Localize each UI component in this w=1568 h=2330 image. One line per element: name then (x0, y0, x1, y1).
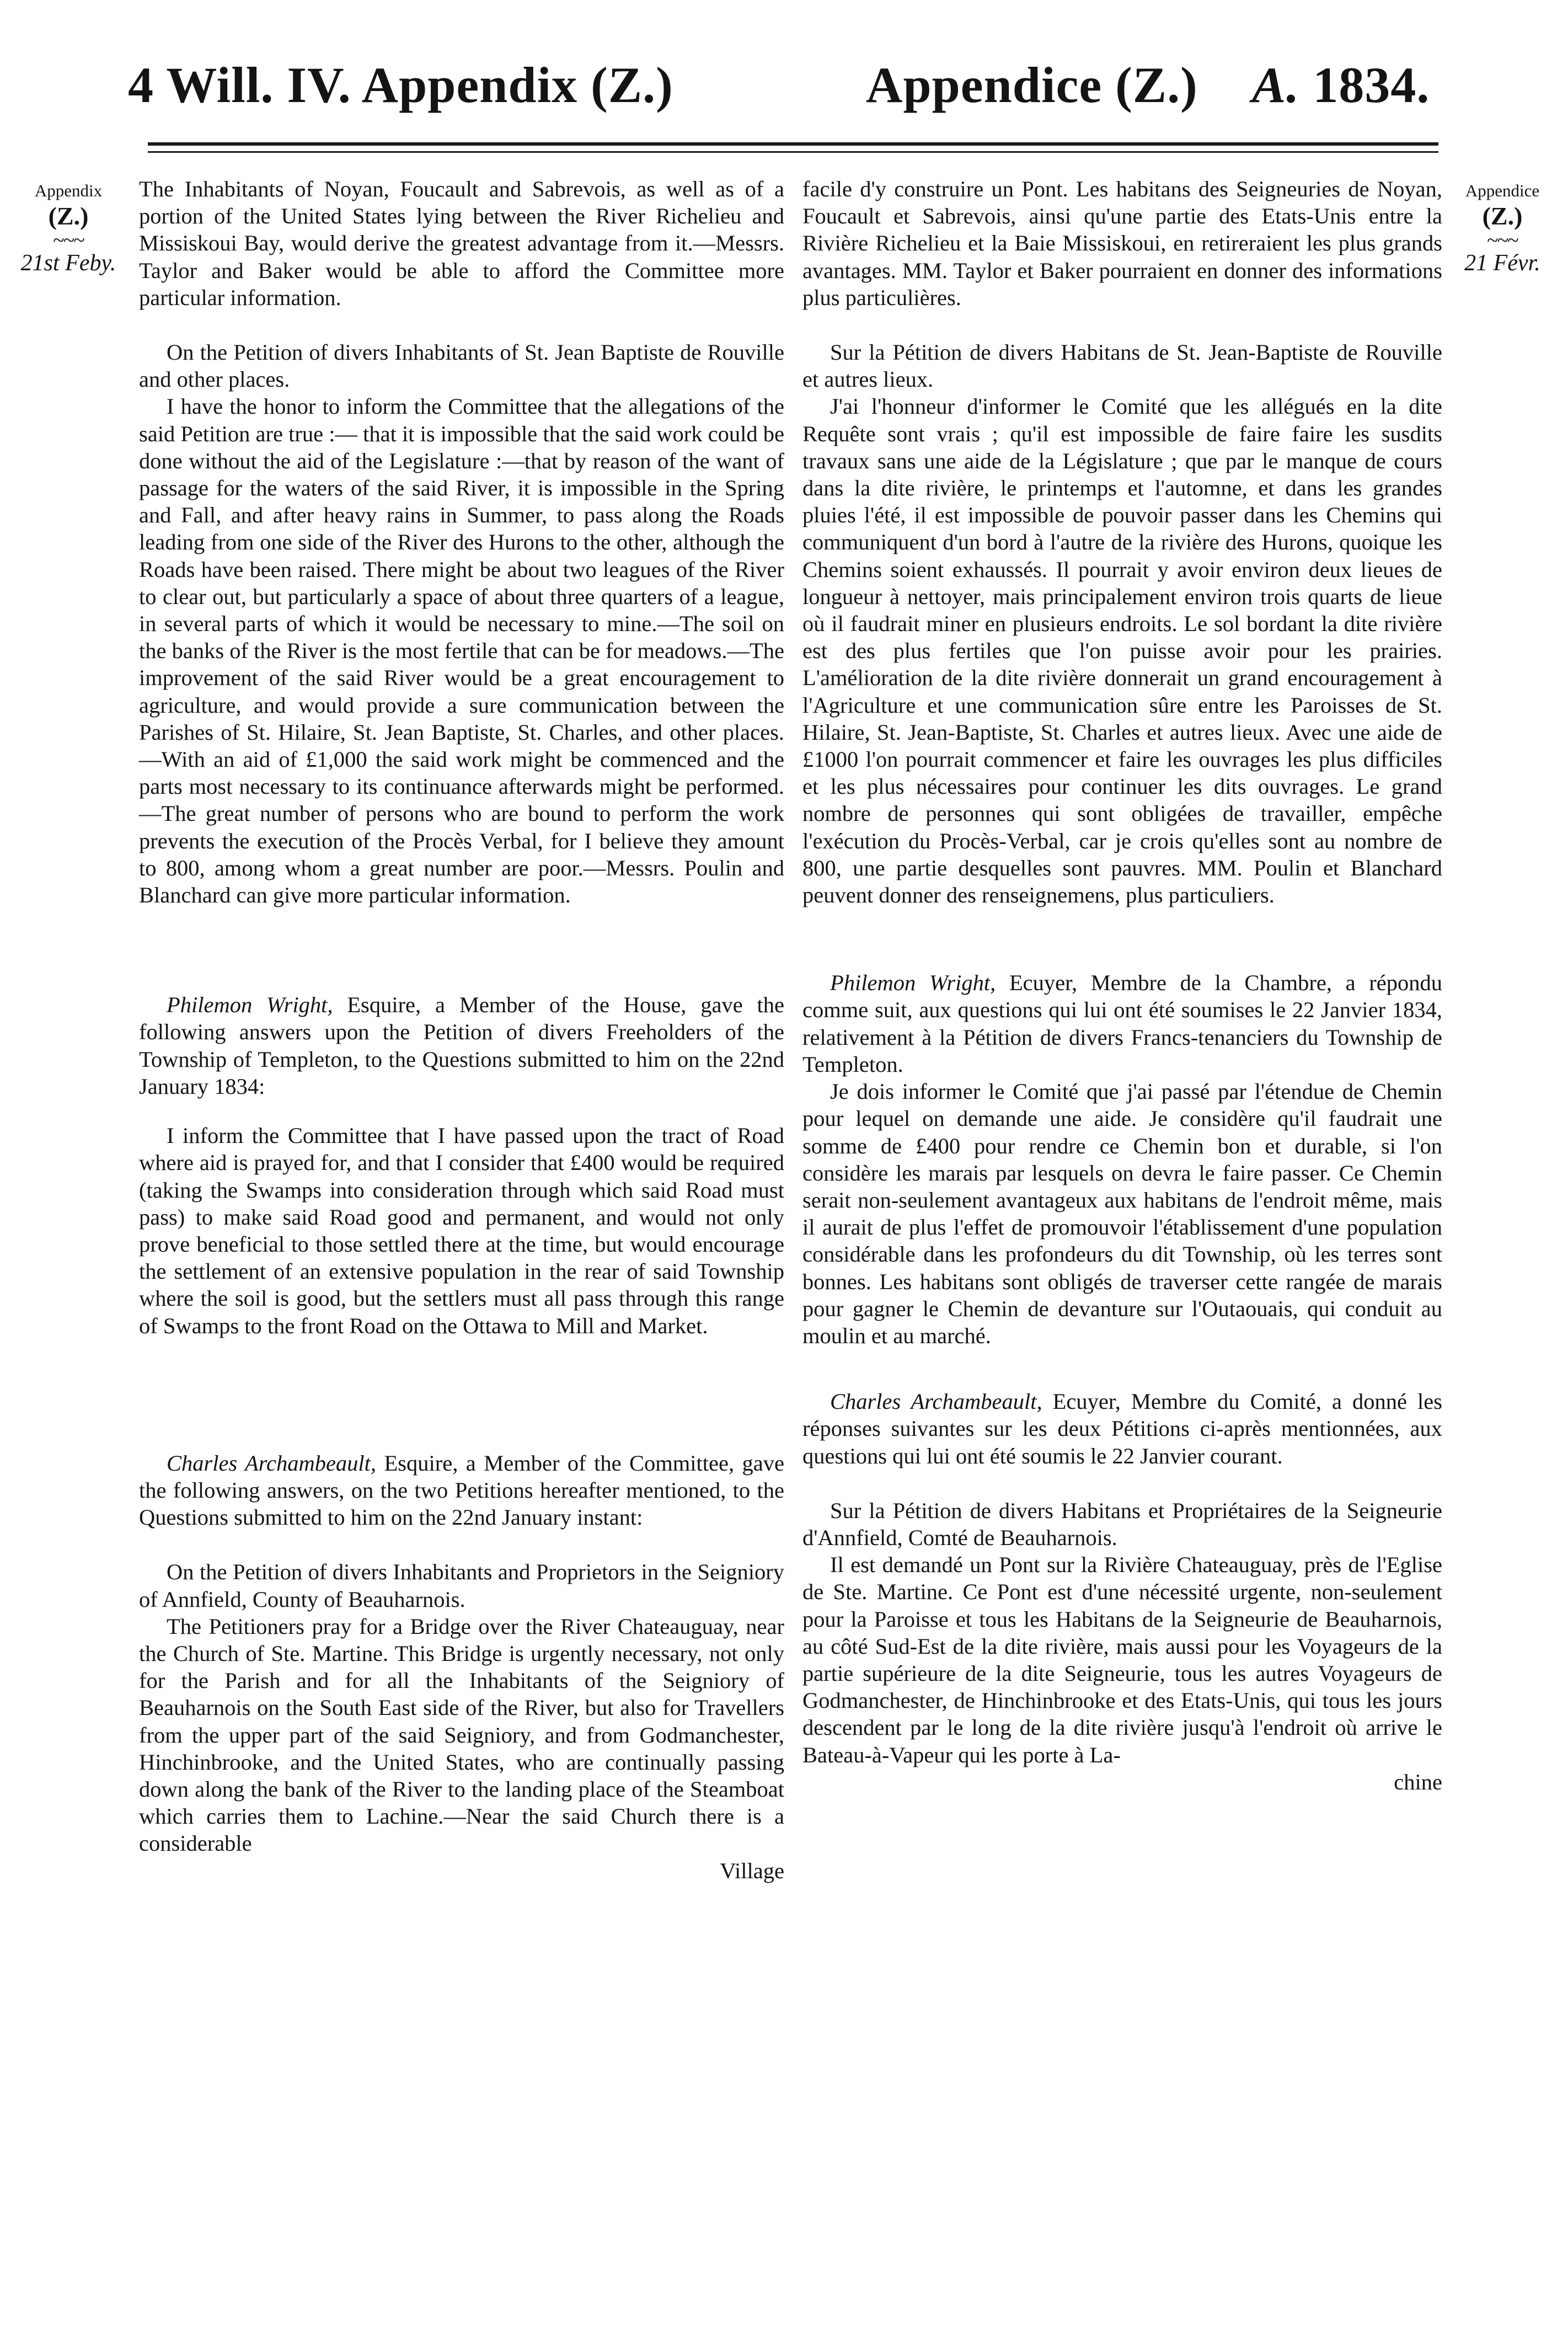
french-petition2-body: Il est demandé un Pont sur la Rivière Chateauguay, près de l'Eglise de Ste. Martine. Ce Pont est d'une nécessité urgente, non-seulement pour la Paroisse et tous les Habitans de la Seigneurie de Beauharnois, au côté Sud-Est de la dite rivière, mais aussi pour les Voyageurs de la partie supérieure de la dite Seigneurie, tous les autres Voyageurs de Godmanchester, de Hinchinbrooke et des Etats-Unis, qui tous les jours descendent par le long de la dite rivière jusqu'à l'endroit où arrive le Bateau-à-Vapeur qui les porte à La- (802, 1552, 1442, 1767)
english-intro-section (139, 175, 784, 311)
margin-ornament: ~~~ (1487, 228, 1518, 252)
wright-name: Philemon Wright, (830, 970, 996, 996)
french-column (802, 175, 1442, 2253)
wright-intro-text: Esquire, a Member of the House, gave the following answers upon the Petition of divers Freeholders of the Township of Templeton, to the Questions submitted to him on the 22nd January 1834: (139, 992, 784, 1099)
french-intro-paragraph: facile d'y construire un Pont. Les habitans des Seigneuries de Noyan, Foucault et Sabrevois, ainsi qu'une partie des Etats-Unis entre la Rivière Richelieu et la Baie Missiskoui, en retireraient les plus grands avantages. MM. Taylor et Baker pourraient en donner des informations plus particulières. (802, 177, 1442, 310)
running-head-left: 4 Will. IV. Appendix (Z.) (128, 57, 673, 113)
english-petition1-title: On the Petition of divers Inhabitants of St. Jean Baptiste de Rouville and other places. (139, 340, 784, 392)
english-archambeault-intro (139, 1450, 784, 1531)
french-petition1-section (802, 339, 1442, 909)
wright-name: Philemon Wright, (167, 992, 333, 1018)
running-head-center: Appendice (Z.) (866, 57, 1198, 113)
margin-ornament: ~~~ (53, 228, 84, 252)
french-wright-body: Je dois informer le Comité que j'ai passé par l'étendue de Chemin pour lequel on demande une aide. Je considère qu'il faudrait une somme de £400 pour rendre ce Chemin bon et durable, si l'on considère les marais par lesquels on devra le faire passer. Ce Chemin serait non-seulement avantageux aux habitans de l'endroit même, mais il aurait de plus l'effet de promouvoir l'établissement d'une population considérable dans les profondeurs du dit Township, où les terres sont bonnes. Les habitans sont obligés de traverser cette rangée de marais pour gagner le Chemin de devanture sur l'Outaouais, qui conduit au moulin et au marché. (802, 1079, 1442, 1348)
french-wright-section (802, 969, 1442, 1349)
margin-label: Appendice (1465, 181, 1540, 200)
english-petition2-body: The Petitioners pray for a Bridge over the River Chateauguay, near the Church of Ste. Martine. This Bridge is urgently necessary, not only for the Parish and for all the Inhabitants of the Seigniory of Beauharnois on the South East side of the River, but also for Travellers from the upper part of the said Seigniory, and from Godmanchester, Hinchinbrooke, and the United States, who are continually passing down along the bank of the River to the landing place of the Steamboat which carries them to Lachine.—Near the said Church there is a considerable (139, 1613, 784, 1856)
english-wright-body: I inform the Committee that I have passed upon the tract of Road where aid is prayed for, and that I consider that £400 would be required (taking the Swamps into consideration through which said Road must pass) to make said Road good and permanent, and would not only prove beneficial to those settled there at the time, but would encourage the settlement of an extensive population in the rear of said Township where the soil is good, but the settlers must all pass through this range of Swamps to the front Road on the Ottawa to Mill and Market. (139, 1123, 784, 1338)
english-wright-intro (139, 991, 784, 1100)
archambeault-intro-text: Ecuyer, Membre du Comité, a donné les réponses suivantes sur les deux Pétitions ci-après mentionnées, aux questions qui lui ont été soumis le 22 Janvier courant. (802, 1389, 1442, 1468)
french-archambeault-intro (802, 1388, 1442, 1469)
english-petition2-title: On the Petition of divers Inhabitants and Proprietors in the Seigniory of Annfield, County of Beauharnois. (139, 1559, 784, 1612)
archambeault-intro-text: Esquire, a Member of the Committee, gave the following answers, on the two Petitions hereafter mentioned, to the Questions submitted to him on the 22nd January instant: (139, 1450, 784, 1530)
french-wright-intro (802, 969, 1442, 1078)
french-petition1-title: Sur la Pétition de divers Habitans de St. Jean-Baptiste de Rouville et autres lieux. (802, 340, 1442, 392)
english-intro-paragraph: The Inhabitants of Noyan, Foucault and Sabrevois, as well as of a portion of the United States lying between the River Richelieu and Missiskoui Bay, would derive the greatest advantage from it.—Messrs. Taylor and Baker would be able to afford the Committee more particular information. (139, 177, 784, 310)
english-wright-section (139, 991, 784, 1339)
wright-intro-text: Ecuyer, Membre de la Chambre, a répondu comme suit, aux questions qui lui ont été soumises le 22 Janvier 1834, relativement à la Pétition de divers Francs-tenanciers du Township de Templeton. (802, 970, 1442, 1077)
catchword: Village (720, 1858, 784, 1883)
french-archambeault-section (802, 1388, 1442, 1795)
french-intro-section (802, 175, 1442, 311)
archambeault-name: Charles Archambeault, (830, 1389, 1042, 1414)
header-rule-thin (148, 151, 1438, 153)
catchword: chine (1394, 1769, 1442, 1794)
archambeault-name: Charles Archambeault, (167, 1450, 377, 1476)
year-prefix: A. (1252, 57, 1300, 113)
margin-date: 21 Févr. (1464, 250, 1540, 276)
margin-code: (Z.) (48, 201, 89, 230)
english-petition1-section (139, 339, 784, 909)
margin-code: (Z.) (1482, 201, 1523, 230)
margin-label: Appendix (34, 181, 103, 200)
english-petition1-body: I have the honor to inform the Committee that the allegations of the said Petition are true :— that it is impossible that the said work could be done without the aid of the Legislature :—that by reason of the want of passage for the waters of the said River, it is impossible in the Spring and Fall, and after heavy rains in Summer, to pass along the Roads leading from one side of the River des Hurons to the other, although the Roads have been raised. There might be about two leagues of the River to clear out, but particularly a space of about three quarters of a league, in several parts of which it would be necessary to mine.—The soil on the banks of the River is the most fertile that can be for meadows.—The improvement of the said River would be a great encouragement to agriculture, and would provide a sure communication between the Parishes of St. Hilaire, St. Jean Baptiste, St. Charles, and other places.—With an aid of £1,000 the said work might be commenced and the parts most necessary to its continuance afterwards might be performed.—The great number of persons who are bound to perform the work prevents the execution of the Procès Verbal, for I believe they amount to 800, among whom a great number are poor.—Messrs. Poulin and Blanchard can give more particular information. (139, 394, 784, 908)
english-column (139, 175, 784, 2253)
english-archambeault-section (139, 1450, 784, 1884)
french-petition2-title: Sur la Pétition de divers Habitans et Propriétaires de la Seigneurie d'Annfield, Comté de Beauharnois. (802, 1498, 1442, 1550)
margin-note-right (1442, 181, 1563, 277)
running-head-right (1252, 57, 1430, 113)
year: 1834. (1313, 57, 1430, 113)
header-rule-thick (148, 142, 1438, 146)
french-petition1-body: J'ai l'honneur d'informer le Comité que les allégués en la dite Requête sont vrais ; qu'il est impossible de faire faire les susdits travaux sans une aide de la Législature ; que par le manque de cours dans la dite rivière, le printemps et l'automne, et dans les grandes pluies l'été, il est impossible de pouvoir passer dans les Chemins qui communiquent d'un bord à l'autre de la rivière des Hurons, quoique les Chemins soient exhaussés. Il pourrait y avoir environ deux lieues de longueur à nettoyer, mais principalement environ trois quarts de lieue où il faudrait miner en plusieurs endroits. Le sol bordant la dite rivière est des plus fertiles que l'on puisse avoir pour les prairies. L'amélioration de la dite rivière donnerait un grand encouragement à l'Agriculture et une communication sûre entre les Paroisses de St. Hilaire, St. Jean-Baptiste, St. Charles et autres lieux. Avec une aide de £1000 l'on pourrait commencer et faire les ouvrages les plus difficiles et les plus nécessaires pour continuer les dits ouvrages. Le grand nombre de personnes qui sont obligées de travailler, empêche l'exécution du Procès-Verbal, car je crois qu'elles sont au nombre de 800, une partie desquelles sont pauvres. MM. Poulin et Blanchard peuvent donner des renseignemens, plus particuliers. (802, 394, 1442, 908)
margin-date: 21st Feby. (20, 250, 116, 276)
margin-note-left (8, 181, 129, 277)
